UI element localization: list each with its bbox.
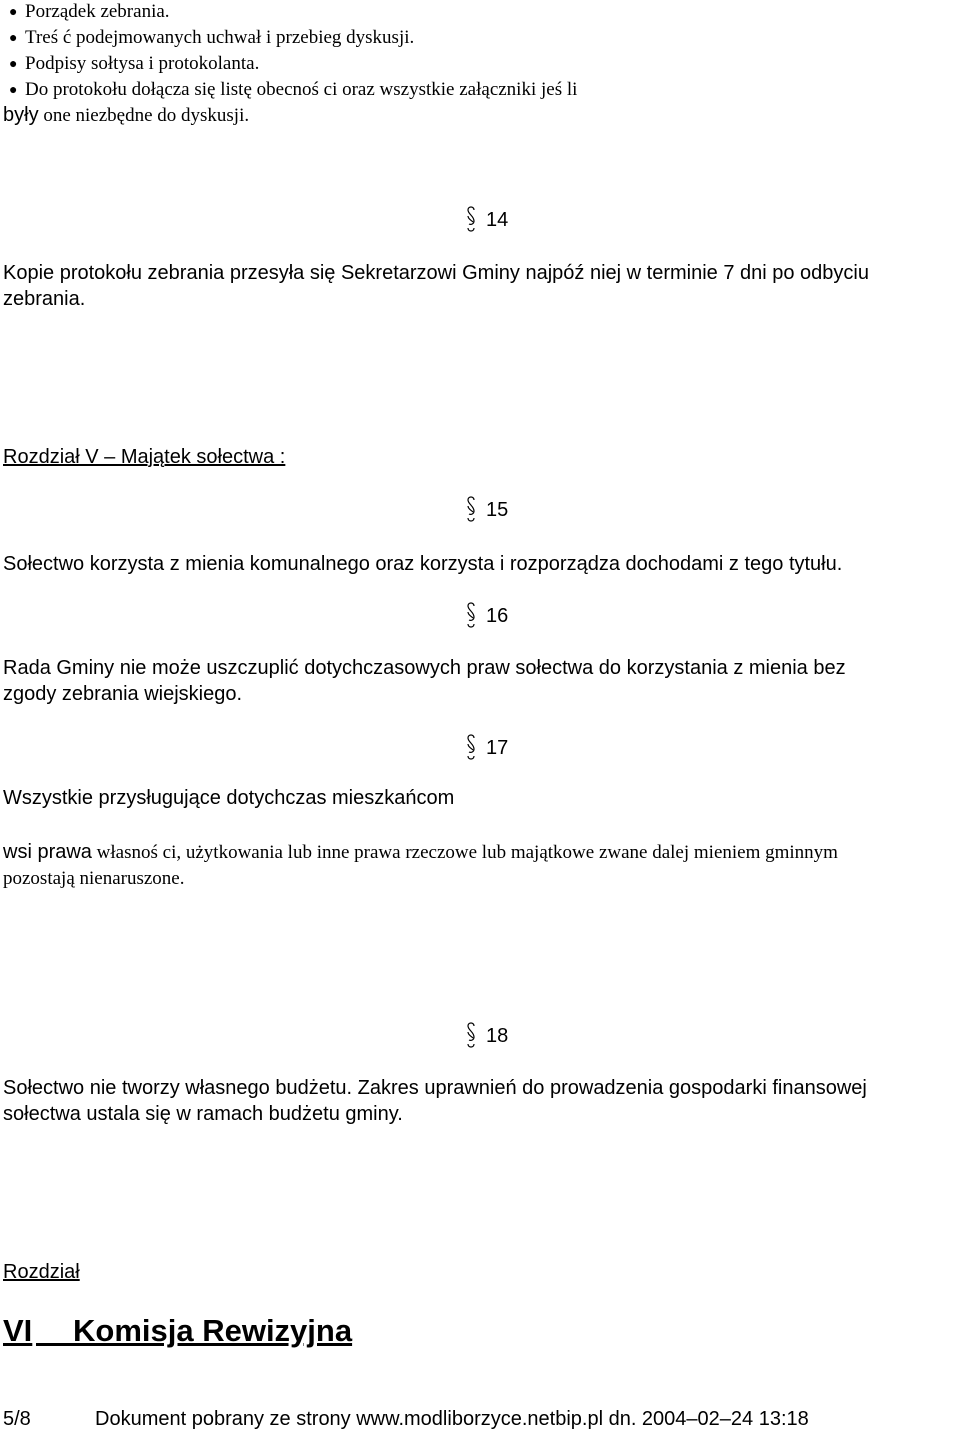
- footer-source: Dokument pobrany ze strony www.modliborzyce.netbip.pl dn. 2004–02–24 13:18: [95, 1408, 809, 1430]
- bullet-marker: ●: [9, 57, 18, 72]
- chapter-6-spacer: [36, 1313, 74, 1349]
- bullet-marker: ●: [9, 5, 18, 20]
- list-item-continuation-rest: one niezbędne do dyskusji.: [38, 105, 250, 126]
- list-item: Porządek zebrania.: [25, 1, 170, 22]
- footer-page-number: 5/8: [3, 1408, 31, 1430]
- list-item-continuation-prefix: były: [3, 104, 39, 126]
- section-17-heading: [466, 734, 508, 760]
- chapter-6-label: Rozdział: [3, 1261, 80, 1283]
- section-18-text-line2: sołectwa ustala się w ramach budżetu gminy.: [3, 1103, 403, 1125]
- section-17-text-line3: pozostają nienaruszone.: [3, 868, 185, 889]
- list-item: Podpisy sołtysa i protokolanta.: [25, 53, 260, 74]
- list-item-continuation: [3, 104, 249, 127]
- section-14-text-line2: zebrania.: [3, 288, 86, 310]
- section-sign-icon: [466, 602, 476, 628]
- section-sign-icon: [466, 734, 476, 760]
- section-15-heading: [466, 496, 508, 522]
- section-16-heading: [466, 602, 508, 628]
- section-14-heading: [466, 206, 508, 232]
- list-item: Treś ć podejmowanych uchwał i przebieg dyskusji.: [25, 27, 415, 48]
- section-number: 14: [486, 209, 509, 231]
- section-18-text-line1: Sołectwo nie tworzy własnego budżetu. Zakres uprawnień do prowadzenia gospodarki finansowej: [3, 1077, 867, 1099]
- chapter-5-heading: Rozdział V – Majątek sołectwa :: [3, 446, 286, 468]
- section-17-text-line1: Wszystkie przysługujące dotychczas mieszkańcom: [3, 787, 455, 809]
- section-16-text-line1: Rada Gminy nie może uszczuplić dotychczasowych praw sołectwa do korzystania z mienia bez: [3, 657, 846, 679]
- section-18-heading: [466, 1022, 508, 1048]
- section-17-text-line2: [3, 841, 838, 864]
- section-17-text-line2-start: wsi prawa: [3, 841, 92, 863]
- section-number: 16: [486, 605, 509, 627]
- section-sign-icon: [466, 1022, 476, 1048]
- section-16-text-line2: zgody zebrania wiejskiego.: [3, 683, 243, 705]
- section-14-text-line1: Kopie protokołu zebrania przesyła się Sekretarzowi Gminy najpóź niej w terminie 7 dni po odbyciu: [3, 262, 869, 284]
- section-sign-icon: [466, 496, 476, 522]
- chapter-6-number: VI: [3, 1313, 33, 1348]
- section-number: 15: [486, 499, 509, 521]
- section-number: 17: [486, 737, 509, 759]
- section-number: 18: [486, 1025, 509, 1047]
- section-sign-icon: [466, 206, 476, 232]
- chapter-6-title: Komisja Rewizyjna: [73, 1313, 353, 1348]
- bullet-marker: ●: [9, 31, 18, 46]
- section-17-text-line2-rest: własnoś ci, użytkowania lub inne prawa rzeczowe lub majątkowe zwane dalej mieniem gminnym: [91, 842, 838, 863]
- bullet-marker: ●: [9, 83, 18, 98]
- section-15-text: Sołectwo korzysta z mienia komunalnego oraz korzysta i rozporządza dochodami z tego tytułu.: [3, 553, 843, 575]
- list-item: Do protokołu dołącza się listę obecnoś ci oraz wszystkie załączniki jeś li: [25, 79, 578, 100]
